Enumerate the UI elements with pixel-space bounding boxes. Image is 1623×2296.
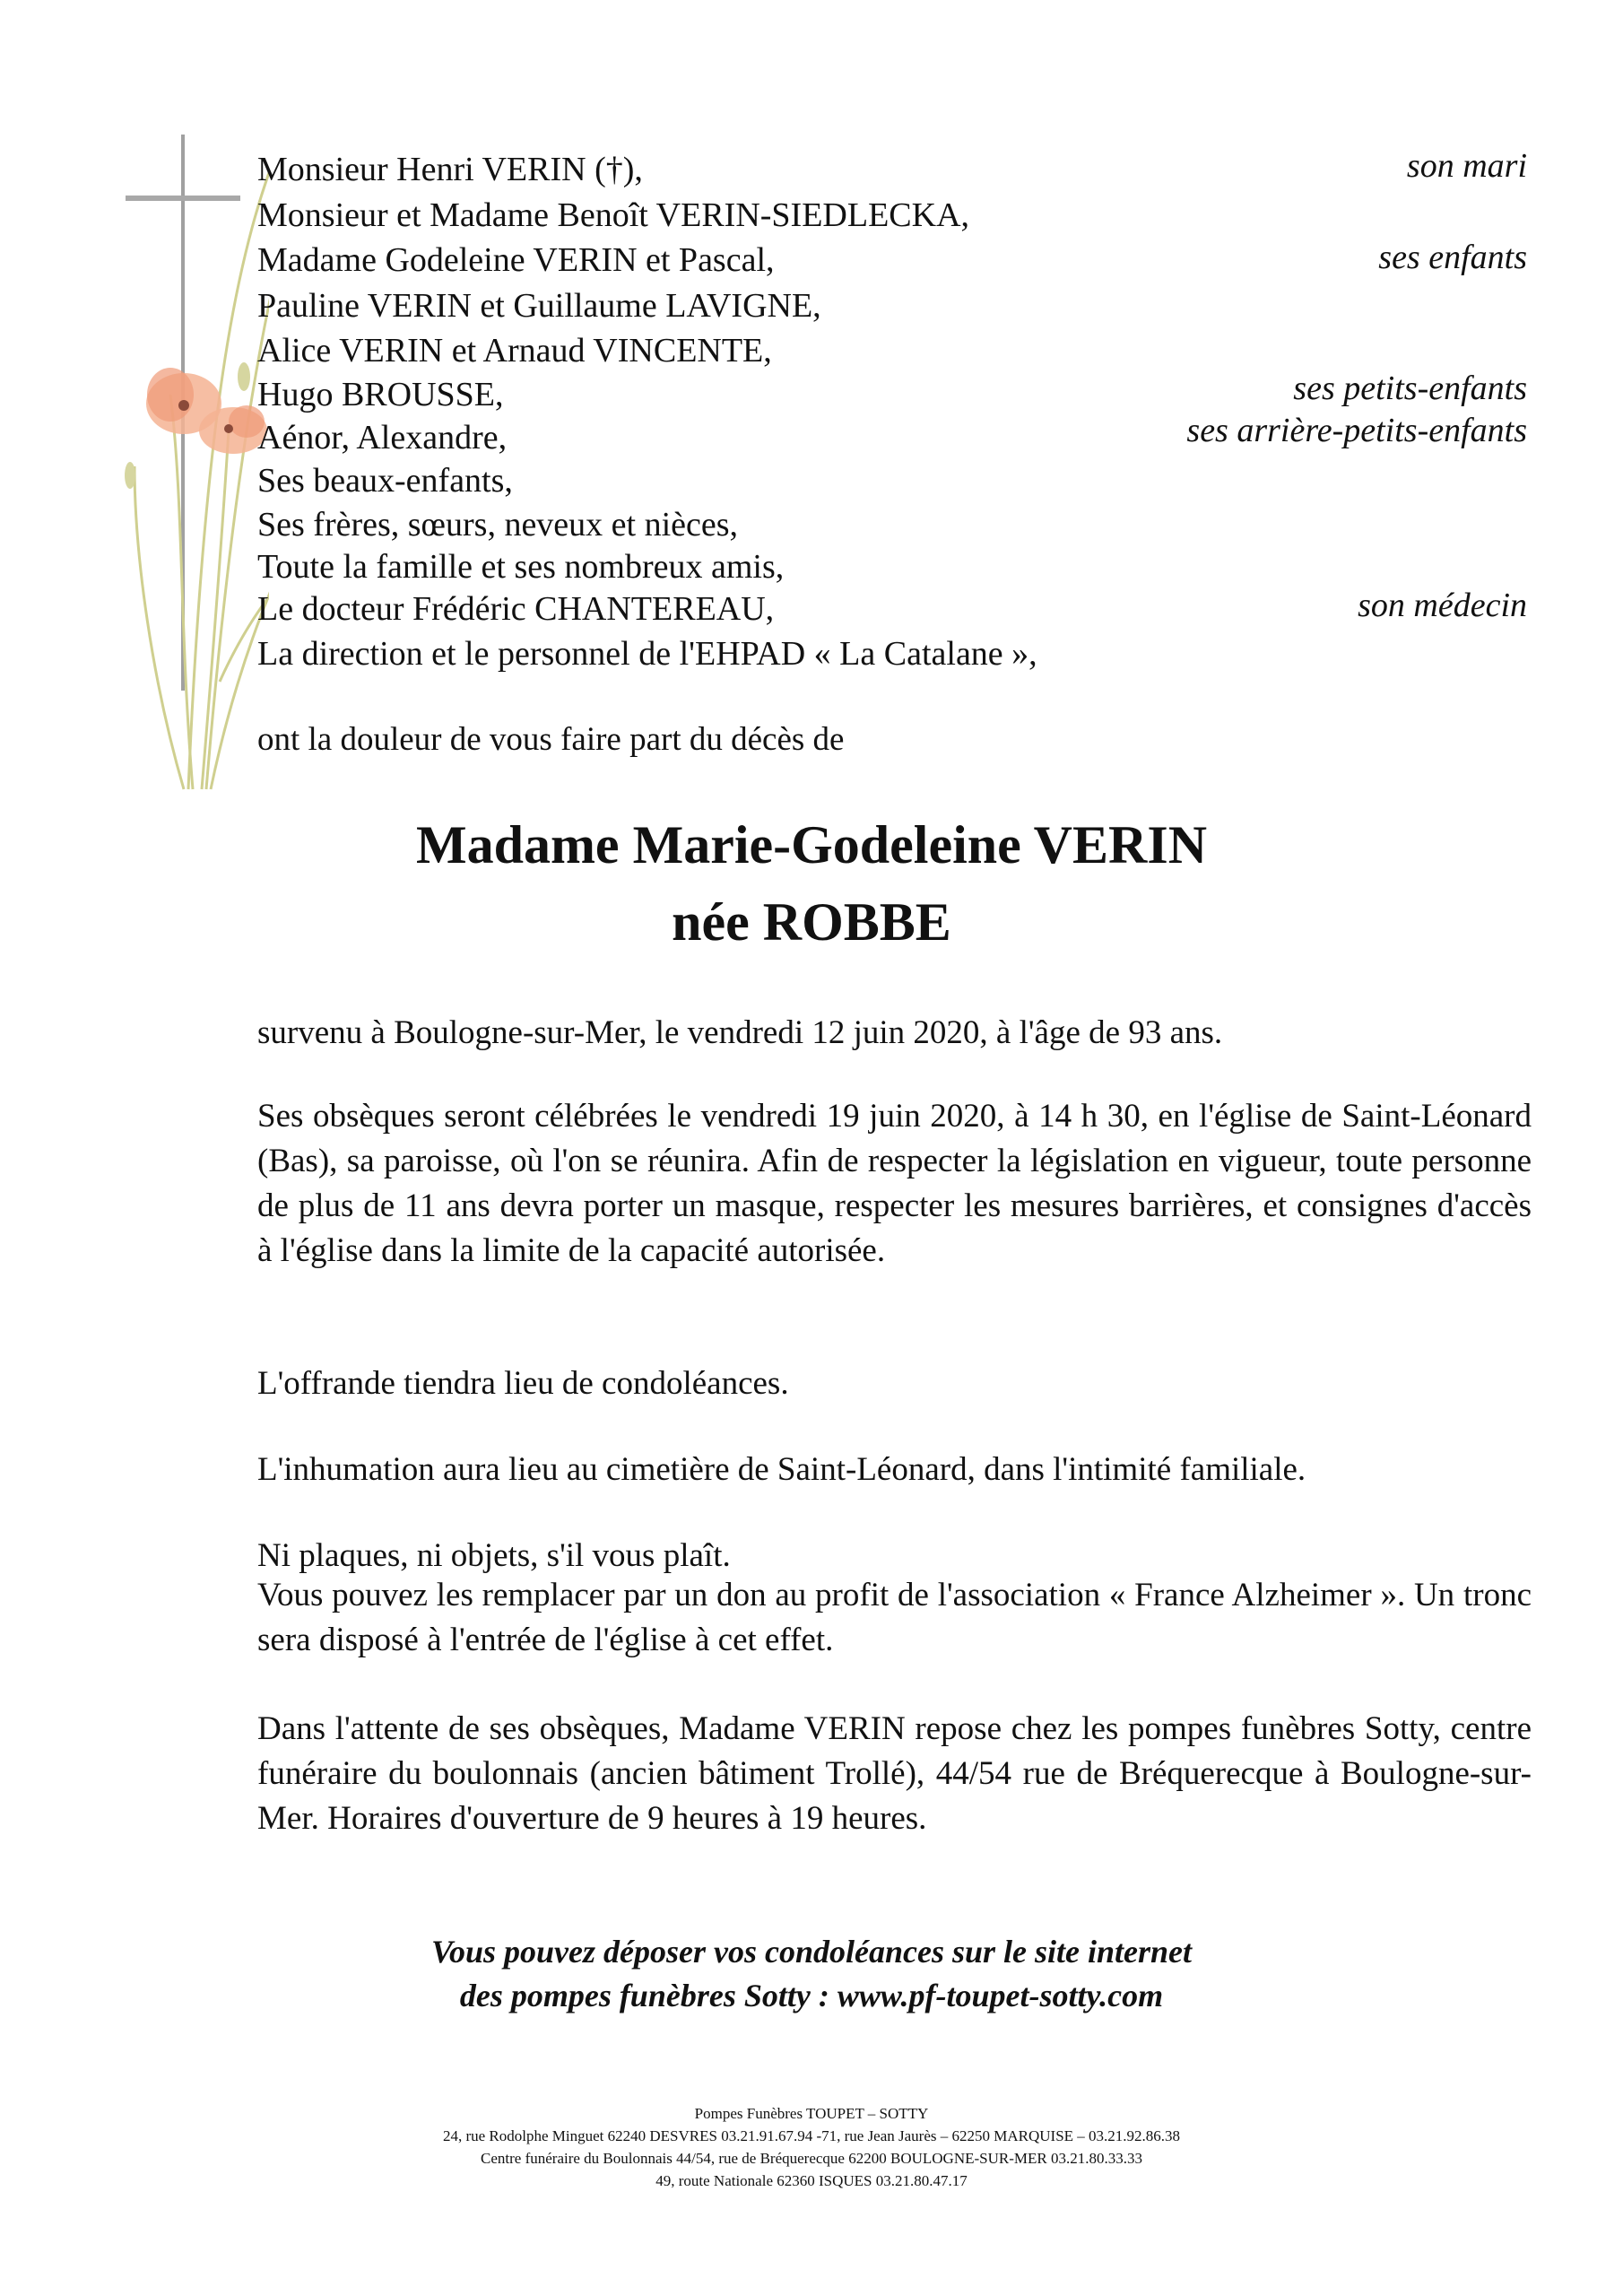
family-line: Monsieur et Madame Benoît VERIN-SIEDLECKA, <box>257 196 970 234</box>
deceased-name: Madame Marie-Godeleine VERIN <box>415 815 1208 874</box>
footer-company: Pompes Funèbres TOUPET – SOTTY <box>694 2105 929 2122</box>
role-label: son médecin <box>1358 587 1527 624</box>
website-link[interactable]: www.pf-toupet-sotty.com <box>837 1978 1164 2013</box>
family-line: Madame Godeleine VERIN et Pascal, <box>257 241 775 279</box>
condolences-line: Vous pouvez déposer vos condoléances sur le site internet <box>430 1934 1192 1970</box>
stems <box>135 126 269 789</box>
death-info: survenu à Boulogne-sur-Mer, le vendredi 12 juin 2020, à l'âge de 93 ans. <box>257 1014 1223 1051</box>
role-label: ses enfants <box>1378 239 1527 276</box>
poppy-bud <box>238 362 250 391</box>
family-line: Aénor, Alexandre, <box>257 419 508 457</box>
family-line: Monsieur Henri VERIN (†), <box>257 151 643 188</box>
footer-address: Centre funéraire du Boulonnais 44/54, rue de Bréquerecque 62200 BOULOGNE-SUR-MER 03.21.80.33.33 <box>481 2150 1142 2167</box>
family-line: Ses frères, sœurs, neveux et nièces, <box>257 506 739 544</box>
family-line: Alice VERIN et Arnaud VINCENTE, <box>257 332 772 370</box>
family-line: Pauline VERIN et Guillaume LAVIGNE, <box>257 287 821 325</box>
role-label: son mari <box>1406 147 1527 185</box>
family-line: La direction et le personnel de l'EHPAD « La Catalane », <box>257 635 1037 673</box>
burial-text: L'inhumation aura lieu au cimetière de Saint-Léonard, dans l'intimité familiale. <box>257 1451 1306 1488</box>
family-line: Le docteur Frédéric CHANTEREAU, <box>257 590 775 628</box>
family-line: Ses beaux-enfants, <box>257 462 513 500</box>
intro-text: ont la douleur de vous faire part du décès de <box>257 721 845 758</box>
flowers-text: Ni plaques, ni objets, s'il vous plaît. <box>257 1537 731 1574</box>
funeral-paragraph: Ses obsèques seront célébrées le vendredi 19 juin 2020, à 14 h 30, en l'église de Saint-Léonard (Bas), sa paroisse, où l'on se réunira. Afin de respecter la législation en vigueur, toute personne de plus de 11 ans devra porter un masque, respecter les mesures barrières, et consignes d'accès à l'église dans la limite de la capacité autorisée. <box>257 1098 1532 1269</box>
family-line: Toute la famille et ses nombreux amis, <box>257 548 785 586</box>
family-line: Hugo BROUSSE, <box>257 376 504 413</box>
deceased-maiden-name: née ROBBE <box>672 892 951 952</box>
condolences-prefix: des pompes funèbres Sotty : <box>459 1978 838 2013</box>
role-label: ses petits-enfants <box>1293 370 1527 407</box>
rest-paragraph: Dans l'attente de ses obsèques, Madame VERIN repose chez les pompes funèbres Sotty, centre funéraire du boulonnais (ancien bâtiment Trollé), 44/54 rue de Bréquerecque à Boulogne-sur-Mer. Horaires d'ouverture de 9 heures à 19 heures. <box>257 1710 1532 1837</box>
poppy-cross-illustration <box>0 0 269 807</box>
role-label: ses arrière-petits-enfants <box>1186 412 1527 449</box>
donation-paragraph: Vous pouvez les remplacer par un don au profit de l'association « France Alzheimer ». Un tronc sera disposé à l'entrée de l'église à cet effet. <box>257 1577 1532 1658</box>
poppy-bud <box>125 462 135 489</box>
offering-text: L'offrande tiendra lieu de condoléances. <box>257 1365 789 1402</box>
footer-address: 24, rue Rodolphe Minguet 62240 DESVRES 03.21.91.67.94 -71, rue Jean Jaurès – 62250 MARQUISE – 03.21.92.86.38 <box>442 2127 1181 2144</box>
condolences-line <box>0 1979 1623 2012</box>
footer-address: 49, route Nationale 62360 ISQUES 03.21.80.47.17 <box>655 2172 968 2189</box>
